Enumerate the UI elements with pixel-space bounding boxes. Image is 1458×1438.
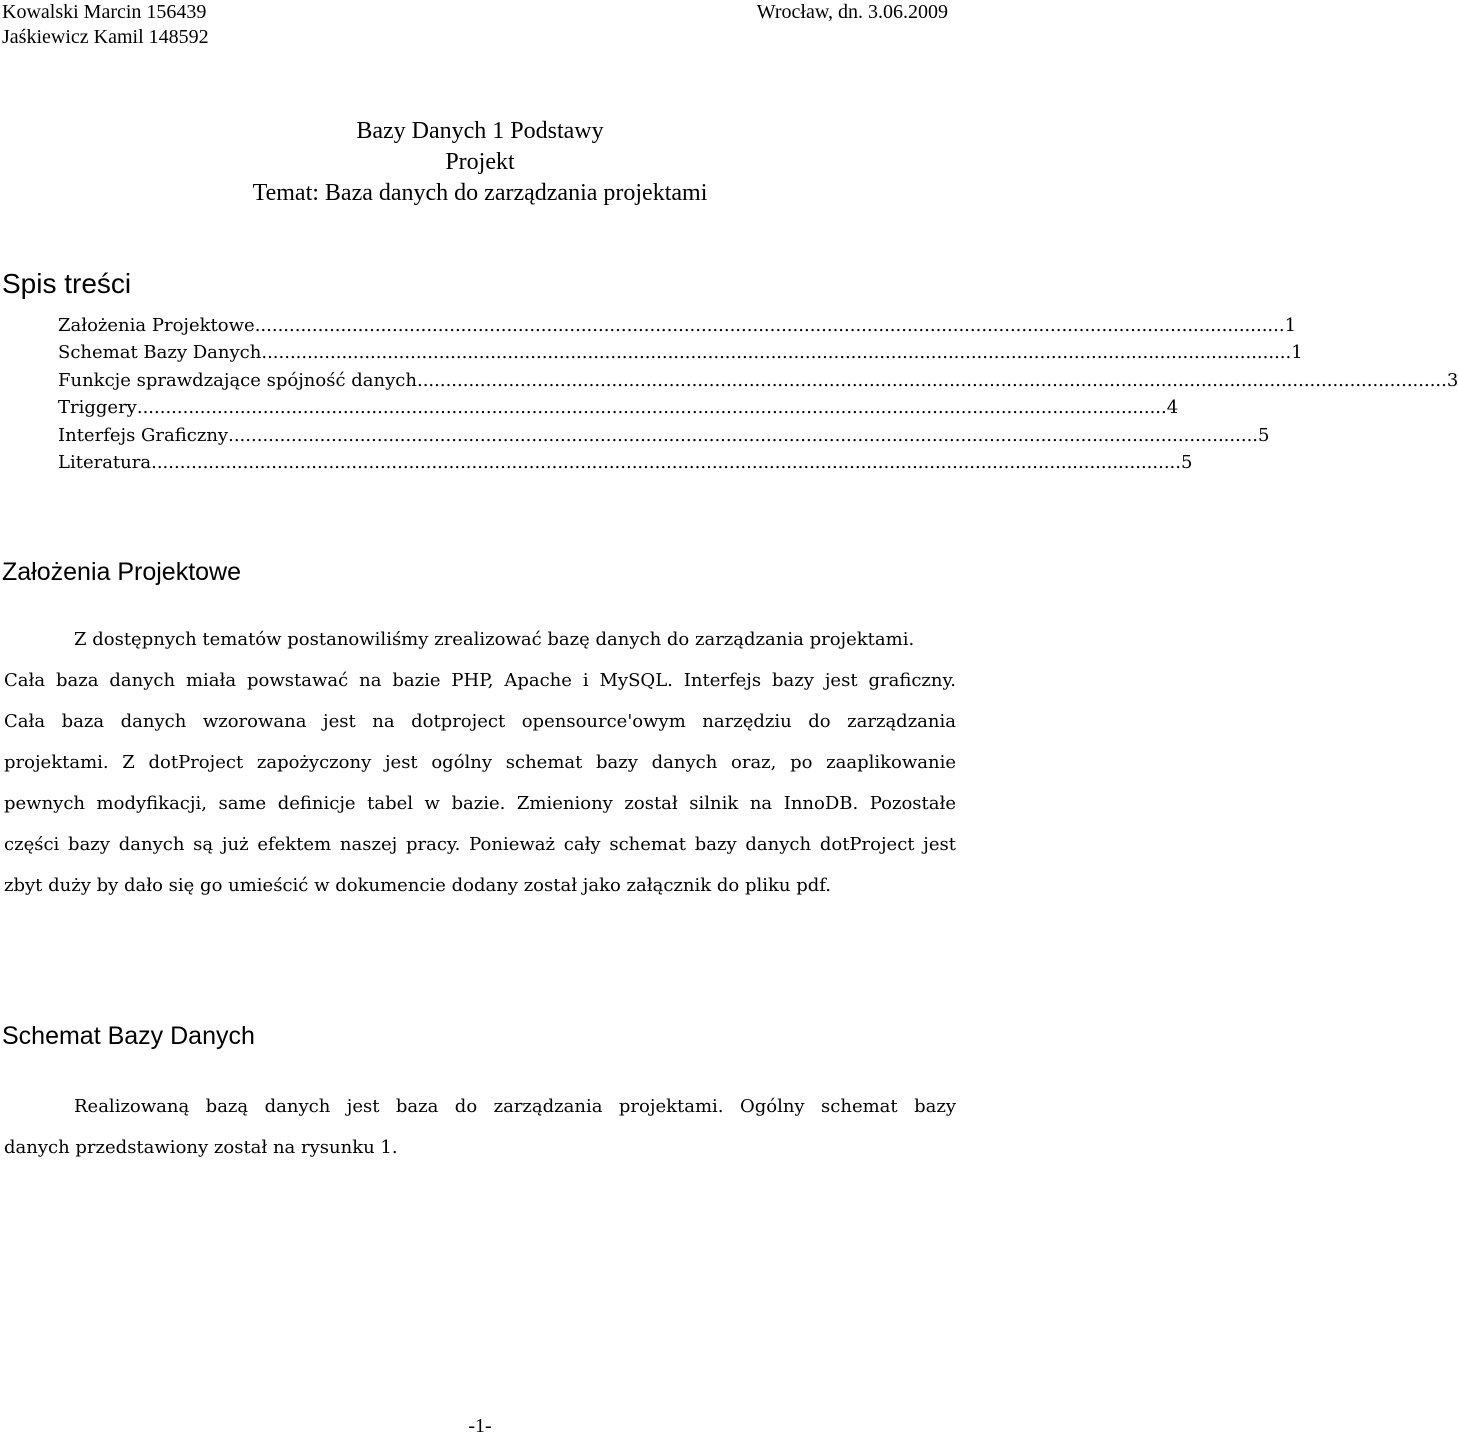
toc-item-label: Założenia Projektowe: [58, 315, 255, 336]
paragraph-line: Z dostępnych tematów postanowiliśmy zrealizować bazę danych do zarządzania projektami.: [74, 629, 915, 650]
title-line-topic: Temat: Baza danych do zarządzania projektami: [252, 180, 708, 206]
toc-item-label: Literatura: [58, 451, 152, 473]
page-number: -1-: [468, 1415, 492, 1437]
toc-leader-dots: ....................................................................................................................................................................................: [136, 397, 1167, 419]
toc-leader-dots: ....................................................................................................................................................................................: [416, 369, 1447, 391]
toc-leader-dots: ....................................................................................................................................................................................: [151, 451, 1181, 473]
toc-item-label: Funkcje sprawdzające spójność danych: [58, 369, 417, 391]
toc-item-page: 3: [1446, 369, 1458, 391]
toc-item[interactable]: [58, 369, 1458, 397]
toc-heading: Spis treści: [2, 268, 132, 299]
title-line-course: Bazy Danych 1 Podstawy: [356, 118, 604, 144]
toc-item-page: 1: [1291, 342, 1303, 364]
toc-item-label: Triggery: [58, 397, 137, 419]
toc-item[interactable]: [58, 315, 1297, 342]
toc-item[interactable]: [58, 342, 1303, 369]
section-heading-assumptions: Założenia Projektowe: [2, 558, 242, 586]
document-title: [0, 116, 960, 209]
paragraph-line: projektami. Z dotProject zapożyczony jest ogólny schemat bazy danych oraz, po zaaplikowanie: [4, 752, 956, 773]
toc-item-page: 1: [1284, 315, 1297, 336]
title-line-project: Projekt: [445, 149, 515, 175]
paragraph-line: pewnych modyfikacji, same definicje tabel w bazie. Zmieniony został silnik na InnoDB. Pozostałe: [4, 793, 956, 814]
section-heading-schema: Schemat Bazy Danych: [2, 1022, 255, 1050]
paragraph-line: części bazy danych są już efektem naszej pracy. Ponieważ cały schemat bazy danych dotProject jest: [4, 834, 956, 855]
table-of-contents: [58, 315, 1458, 479]
toc-leader-dots: ....................................................................................................................................................................................: [254, 315, 1285, 336]
toc-leader-dots: ....................................................................................................................................................................................: [228, 424, 1259, 446]
toc-item-page: 5: [1181, 451, 1193, 473]
toc-item[interactable]: [58, 397, 1179, 424]
author-1: Kowalski Marcin 156439: [2, 1, 207, 23]
paragraph-line: Cała baza danych miała powstawać na bazie PHP, Apache i MySQL. Interfejs bazy jest graficzny.: [4, 670, 956, 691]
section-body-schema: [4, 1086, 956, 1168]
toc-item[interactable]: [58, 451, 1193, 479]
toc-leader-dots: ....................................................................................................................................................................................: [261, 342, 1292, 364]
paragraph-line: zbyt duży by dało się go umieścić w dokumencie dodany został jako załącznik do pliku pdf.: [4, 875, 831, 896]
paragraph-line: danych przedstawiony został na rysunku 1.: [4, 1137, 398, 1158]
toc-item-page: 4: [1166, 397, 1179, 419]
paragraph-line: Realizowaną bazą danych jest baza do zarządzania projektami. Ogólny schemat bazy: [74, 1096, 956, 1117]
toc-item-page: 5: [1258, 424, 1270, 446]
toc-item[interactable]: [58, 424, 1270, 452]
author-2: Jaśkiewicz Kamil 148592: [2, 26, 209, 48]
toc-item-label: Schemat Bazy Danych: [58, 342, 262, 364]
toc-item-label: Interfejs Graficzny: [58, 424, 229, 446]
place-date: Wrocław, dn. 3.06.2009: [756, 1, 948, 23]
paragraph-line: Cała baza danych wzorowana jest na dotproject opensource'owym narzędziu do zarządzania: [4, 711, 956, 732]
section-body-assumptions: [4, 619, 956, 906]
